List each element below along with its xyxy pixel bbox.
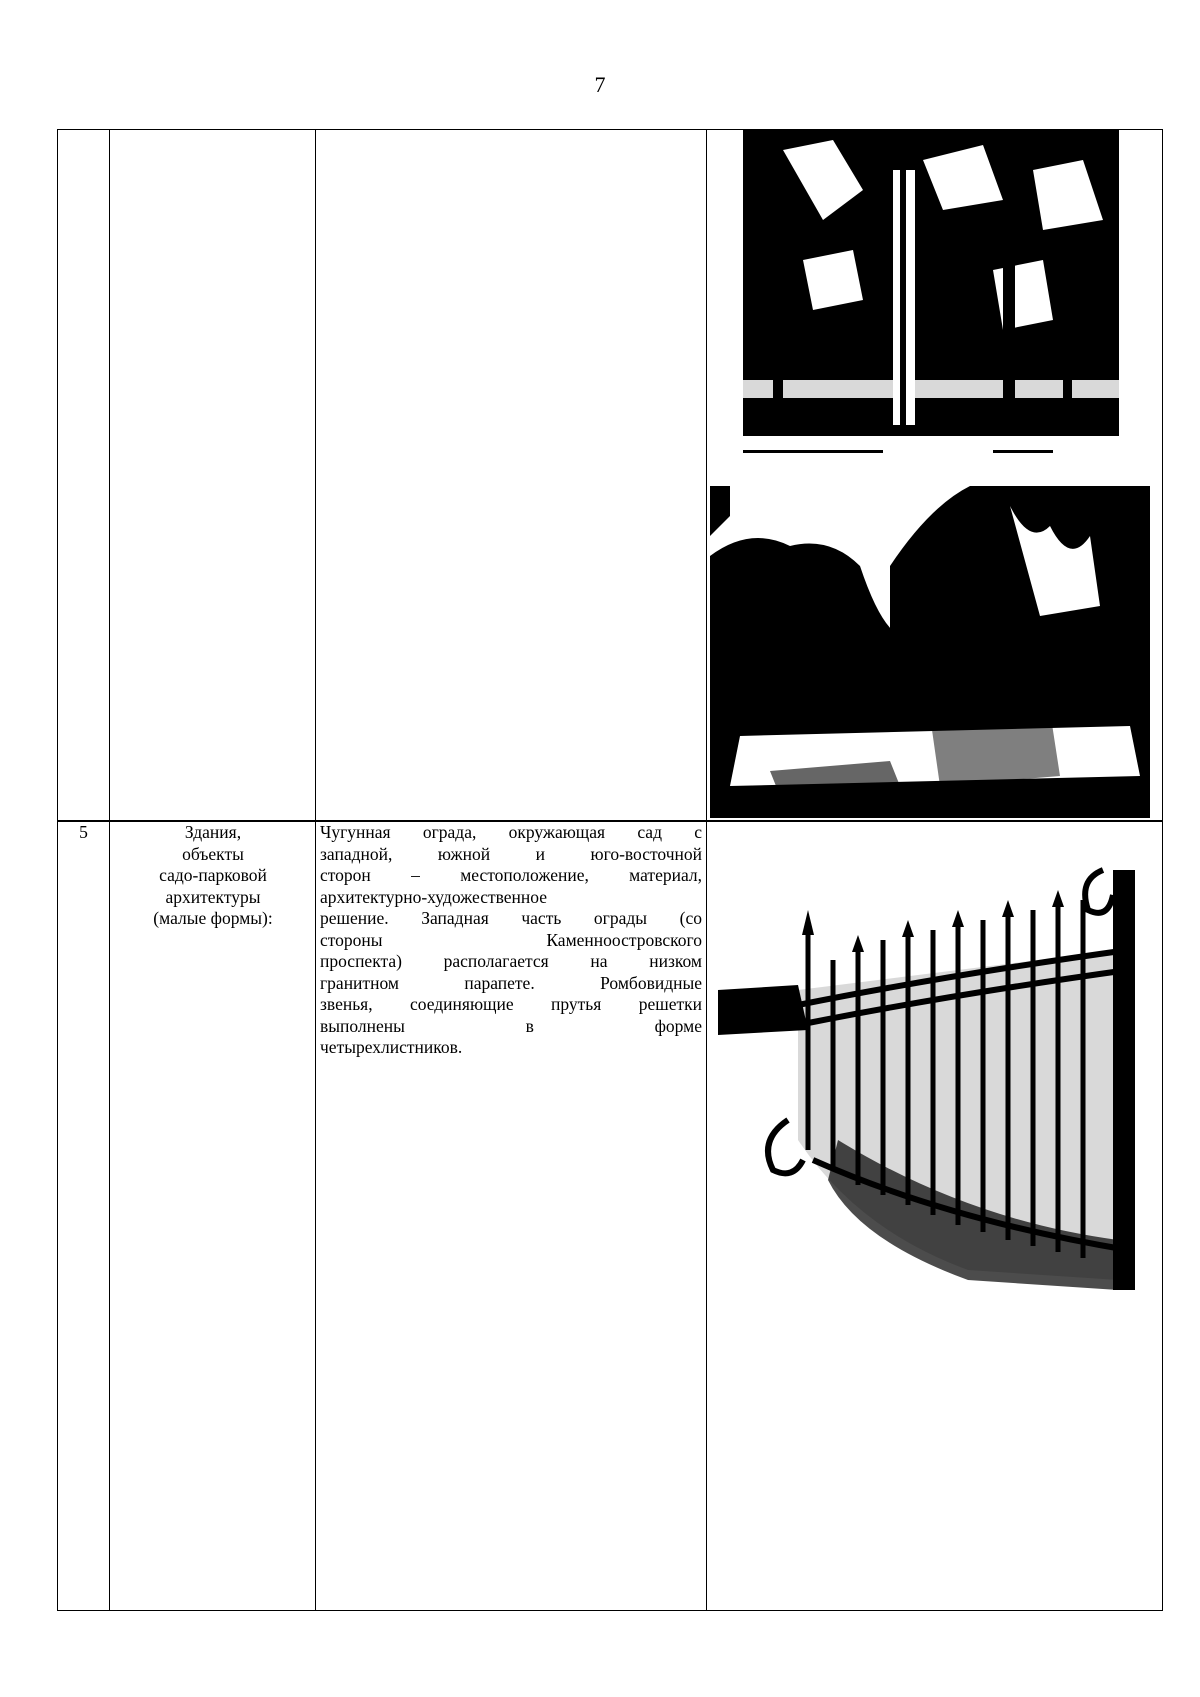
description-line: сторон – местоположение, материал, <box>320 865 702 885</box>
description-line: стороны Каменноостровского <box>320 929 702 950</box>
park-trees-photo <box>743 130 1119 468</box>
category-line: Здания, <box>184 822 242 842</box>
cast-iron-fence-photo <box>718 840 1158 1300</box>
garden-monument-photo <box>710 486 1150 818</box>
document-table <box>57 129 1163 1611</box>
category-line: архитектуры <box>165 886 261 907</box>
description-line: четырехлистников. <box>320 1037 463 1057</box>
description-line: Чугунная ограда, окружающая сад с <box>320 822 702 842</box>
description-line: западной, южной и юго-восточной <box>320 843 702 864</box>
description-line: архитектурно-художественное <box>320 886 547 907</box>
row-number: 5 <box>79 822 88 842</box>
page-number: 7 <box>594 72 606 97</box>
description-cell <box>320 822 702 1059</box>
description-line: звенья, соединяющие прутья решетки <box>320 994 702 1014</box>
description-line: гранитном парапете. Ромбовидные <box>320 972 702 993</box>
category-line: объекты <box>182 843 244 864</box>
description-line: решение. Западная часть ограды (со <box>320 908 702 928</box>
column-divider <box>706 130 707 1610</box>
category-line: (малые формы): <box>153 908 273 928</box>
description-line: выполнены в форме <box>320 1015 702 1036</box>
description-line: проспекта) располагается на низком <box>320 951 702 971</box>
category-line: садо-парковой <box>159 865 267 885</box>
category-cell <box>110 822 316 930</box>
